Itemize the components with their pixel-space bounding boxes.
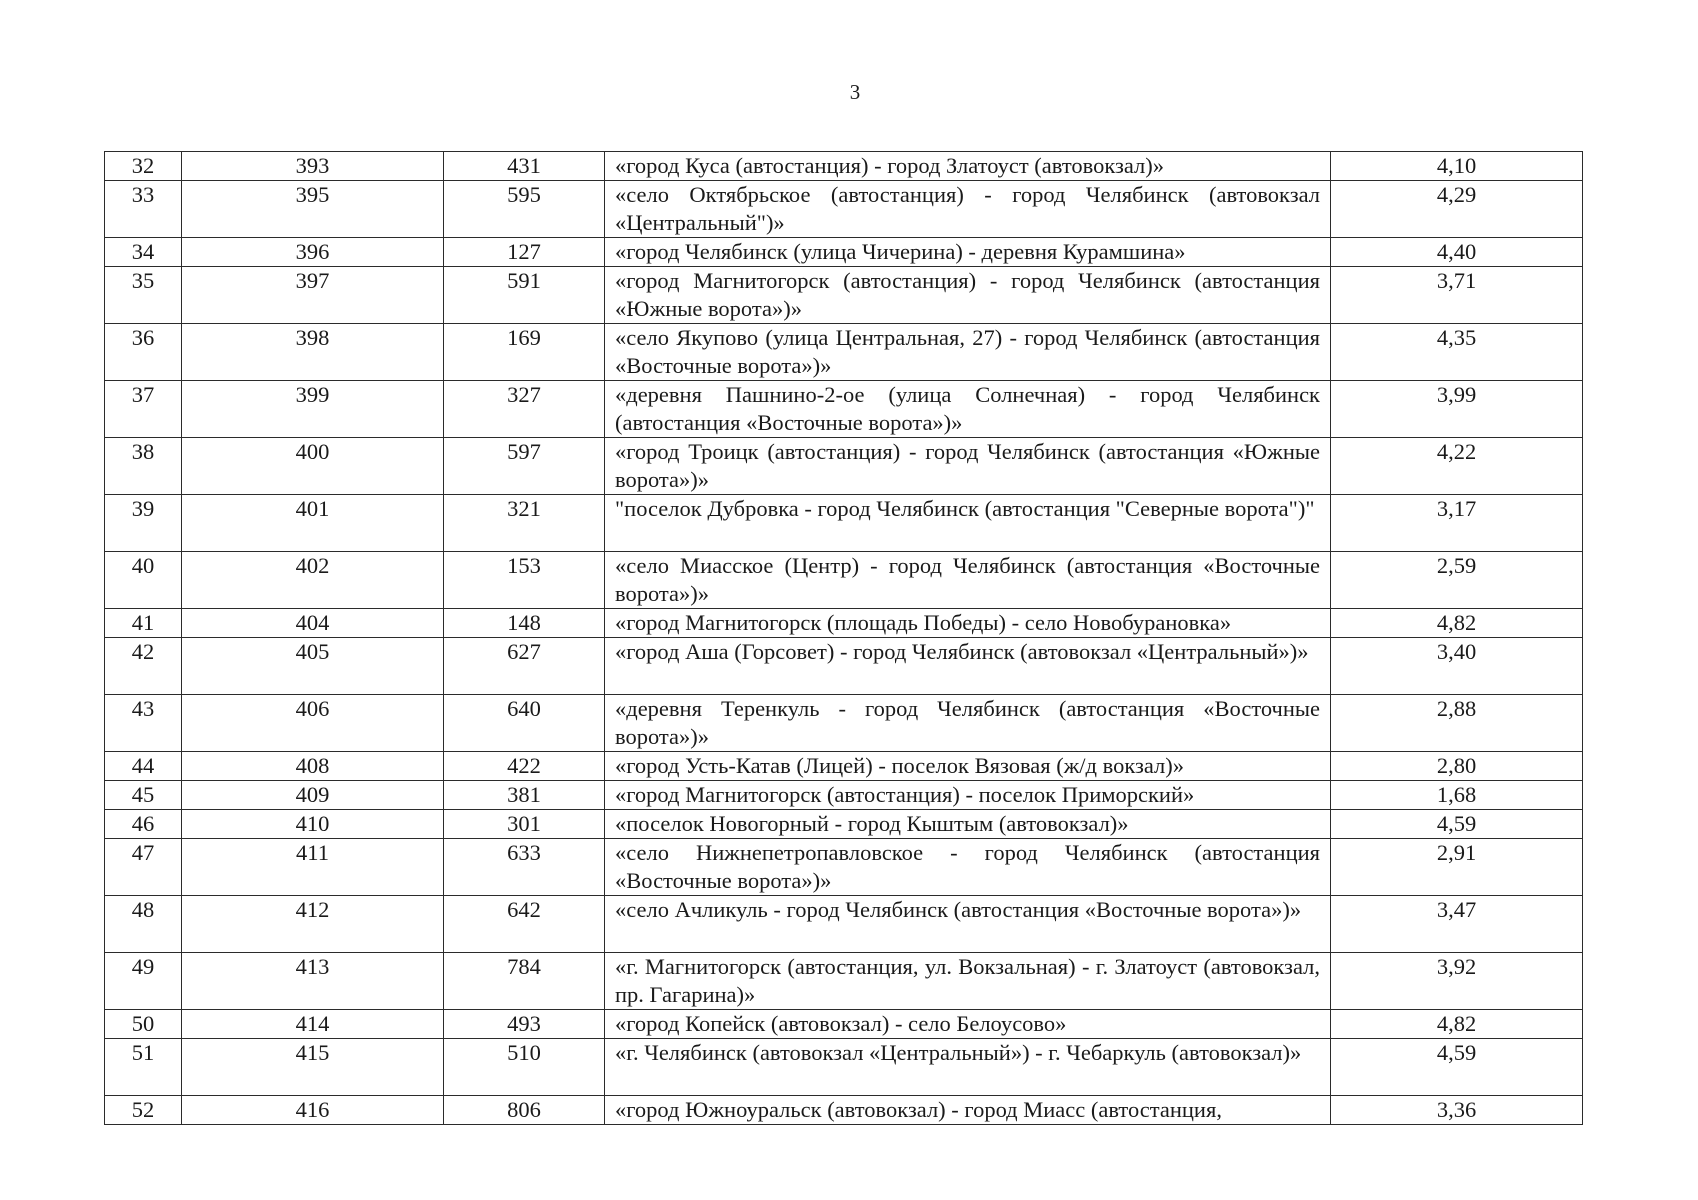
route-name: «город Усть-Катав (Лицей) - поселок Вязовая (ж/д вокзал)» xyxy=(605,752,1331,781)
route-name: "поселок Дубровка - город Челябинск (автостанция "Северные ворота")" xyxy=(605,495,1331,552)
route-name: «деревня Пашнино-2-ое (улица Солнечная) - город Челябинск (автостанция «Восточные ворота»)» xyxy=(605,381,1331,438)
table-row xyxy=(105,609,1583,638)
route-value: 2,91 xyxy=(1331,839,1583,896)
route-number: 381 xyxy=(444,781,605,810)
route-number: 148 xyxy=(444,609,605,638)
registry-number: 395 xyxy=(182,181,444,238)
route-value: 3,36 xyxy=(1331,1096,1583,1125)
route-number: 640 xyxy=(444,695,605,752)
route-value: 1,68 xyxy=(1331,781,1583,810)
table-row xyxy=(105,552,1583,609)
registry-number: 399 xyxy=(182,381,444,438)
route-value: 4,59 xyxy=(1331,1039,1583,1096)
route-value: 3,40 xyxy=(1331,638,1583,695)
table-row xyxy=(105,1010,1583,1039)
route-value: 4,29 xyxy=(1331,181,1583,238)
route-value: 3,92 xyxy=(1331,953,1583,1010)
table-row xyxy=(105,953,1583,1010)
route-name: «поселок Новогорный - город Кыштым (автовокзал)» xyxy=(605,810,1331,839)
table-row xyxy=(105,238,1583,267)
route-number: 327 xyxy=(444,381,605,438)
route-name: «г. Магнитогорск (автостанция, ул. Вокзальная) - г. Златоуст (автовокзал, пр. Гагарина)» xyxy=(605,953,1331,1010)
row-index: 52 xyxy=(105,1096,182,1125)
registry-number: 413 xyxy=(182,953,444,1010)
row-index: 33 xyxy=(105,181,182,238)
table-row xyxy=(105,1039,1583,1096)
row-index: 41 xyxy=(105,609,182,638)
row-index: 38 xyxy=(105,438,182,495)
route-number: 784 xyxy=(444,953,605,1010)
table-row xyxy=(105,381,1583,438)
route-number: 321 xyxy=(444,495,605,552)
route-name: «деревня Теренкуль - город Челябинск (автостанция «Восточные ворота»)» xyxy=(605,695,1331,752)
routes-table xyxy=(104,151,1583,1125)
row-index: 44 xyxy=(105,752,182,781)
route-number: 806 xyxy=(444,1096,605,1125)
registry-number: 414 xyxy=(182,1010,444,1039)
table-row xyxy=(105,1096,1583,1125)
registry-number: 408 xyxy=(182,752,444,781)
route-value: 3,17 xyxy=(1331,495,1583,552)
route-value: 3,71 xyxy=(1331,267,1583,324)
route-value: 4,82 xyxy=(1331,1010,1583,1039)
row-index: 43 xyxy=(105,695,182,752)
route-name: «город Копейск (автовокзал) - село Белоусово» xyxy=(605,1010,1331,1039)
registry-number: 401 xyxy=(182,495,444,552)
table-row xyxy=(105,638,1583,695)
registry-number: 409 xyxy=(182,781,444,810)
registry-number: 410 xyxy=(182,810,444,839)
table-row xyxy=(105,267,1583,324)
route-number: 169 xyxy=(444,324,605,381)
route-name: «город Челябинск (улица Чичерина) - деревня Курамшина» xyxy=(605,238,1331,267)
row-index: 40 xyxy=(105,552,182,609)
row-index: 42 xyxy=(105,638,182,695)
route-name: «село Нижнепетропавловское - город Челябинск (автостанция «Восточные ворота»)» xyxy=(605,839,1331,896)
route-number: 493 xyxy=(444,1010,605,1039)
route-number: 127 xyxy=(444,238,605,267)
row-index: 50 xyxy=(105,1010,182,1039)
table-row xyxy=(105,324,1583,381)
registry-number: 411 xyxy=(182,839,444,896)
route-number: 633 xyxy=(444,839,605,896)
route-name: «село Ачликуль - город Челябинск (автостанция «Восточные ворота»)» xyxy=(605,896,1331,953)
row-index: 51 xyxy=(105,1039,182,1096)
route-value: 4,35 xyxy=(1331,324,1583,381)
registry-number: 393 xyxy=(182,152,444,181)
route-number: 301 xyxy=(444,810,605,839)
route-value: 3,47 xyxy=(1331,896,1583,953)
registry-number: 398 xyxy=(182,324,444,381)
table-row xyxy=(105,152,1583,181)
route-value: 3,99 xyxy=(1331,381,1583,438)
registry-number: 412 xyxy=(182,896,444,953)
route-name: «город Магнитогорск (автостанция) - поселок Приморский» xyxy=(605,781,1331,810)
route-name: «город Южноуральск (автовокзал) - город Миасс (автостанция, xyxy=(605,1096,1331,1125)
table-row xyxy=(105,695,1583,752)
registry-number: 406 xyxy=(182,695,444,752)
table-row xyxy=(105,781,1583,810)
registry-number: 402 xyxy=(182,552,444,609)
route-value: 2,88 xyxy=(1331,695,1583,752)
route-name: «город Троицк (автостанция) - город Челябинск (автостанция «Южные ворота»)» xyxy=(605,438,1331,495)
table-row xyxy=(105,181,1583,238)
route-value: 2,59 xyxy=(1331,552,1583,609)
table-row xyxy=(105,438,1583,495)
route-number: 597 xyxy=(444,438,605,495)
route-value: 4,40 xyxy=(1331,238,1583,267)
row-index: 32 xyxy=(105,152,182,181)
table-row xyxy=(105,495,1583,552)
route-number: 431 xyxy=(444,152,605,181)
route-number: 642 xyxy=(444,896,605,953)
registry-number: 397 xyxy=(182,267,444,324)
row-index: 46 xyxy=(105,810,182,839)
route-name: «г. Челябинск (автовокзал «Центральный») - г. Чебаркуль (автовокзал)» xyxy=(605,1039,1331,1096)
route-name: «город Аша (Горсовет) - город Челябинск (автовокзал «Центральный»)» xyxy=(605,638,1331,695)
route-number: 510 xyxy=(444,1039,605,1096)
row-index: 48 xyxy=(105,896,182,953)
route-name: «город Магнитогорск (площадь Победы) - село Новобурановка» xyxy=(605,609,1331,638)
row-index: 37 xyxy=(105,381,182,438)
registry-number: 405 xyxy=(182,638,444,695)
route-number: 422 xyxy=(444,752,605,781)
row-index: 45 xyxy=(105,781,182,810)
route-name: «село Миасское (Центр) - город Челябинск (автостанция «Восточные ворота»)» xyxy=(605,552,1331,609)
route-value: 2,80 xyxy=(1331,752,1583,781)
route-number: 153 xyxy=(444,552,605,609)
route-number: 595 xyxy=(444,181,605,238)
registry-number: 400 xyxy=(182,438,444,495)
route-value: 4,10 xyxy=(1331,152,1583,181)
row-index: 39 xyxy=(105,495,182,552)
table-row xyxy=(105,896,1583,953)
row-index: 34 xyxy=(105,238,182,267)
row-index: 49 xyxy=(105,953,182,1010)
row-index: 35 xyxy=(105,267,182,324)
route-name: «город Магнитогорск (автостанция) - город Челябинск (автостанция «Южные ворота»)» xyxy=(605,267,1331,324)
page-number: 3 xyxy=(849,80,861,104)
route-value: 4,82 xyxy=(1331,609,1583,638)
route-name: «город Куса (автостанция) - город Златоуст (автовокзал)» xyxy=(605,152,1331,181)
route-name: «село Якупово (улица Центральная, 27) - город Челябинск (автостанция «Восточные ворота»)» xyxy=(605,324,1331,381)
route-value: 4,59 xyxy=(1331,810,1583,839)
registry-number: 416 xyxy=(182,1096,444,1125)
table-row xyxy=(105,810,1583,839)
route-name: «село Октябрьское (автостанция) - город Челябинск (автовокзал «Центральный")» xyxy=(605,181,1331,238)
registry-number: 404 xyxy=(182,609,444,638)
table-row xyxy=(105,752,1583,781)
route-number: 591 xyxy=(444,267,605,324)
route-number: 627 xyxy=(444,638,605,695)
route-value: 4,22 xyxy=(1331,438,1583,495)
registry-number: 415 xyxy=(182,1039,444,1096)
row-index: 47 xyxy=(105,839,182,896)
table-row xyxy=(105,839,1583,896)
registry-number: 396 xyxy=(182,238,444,267)
row-index: 36 xyxy=(105,324,182,381)
